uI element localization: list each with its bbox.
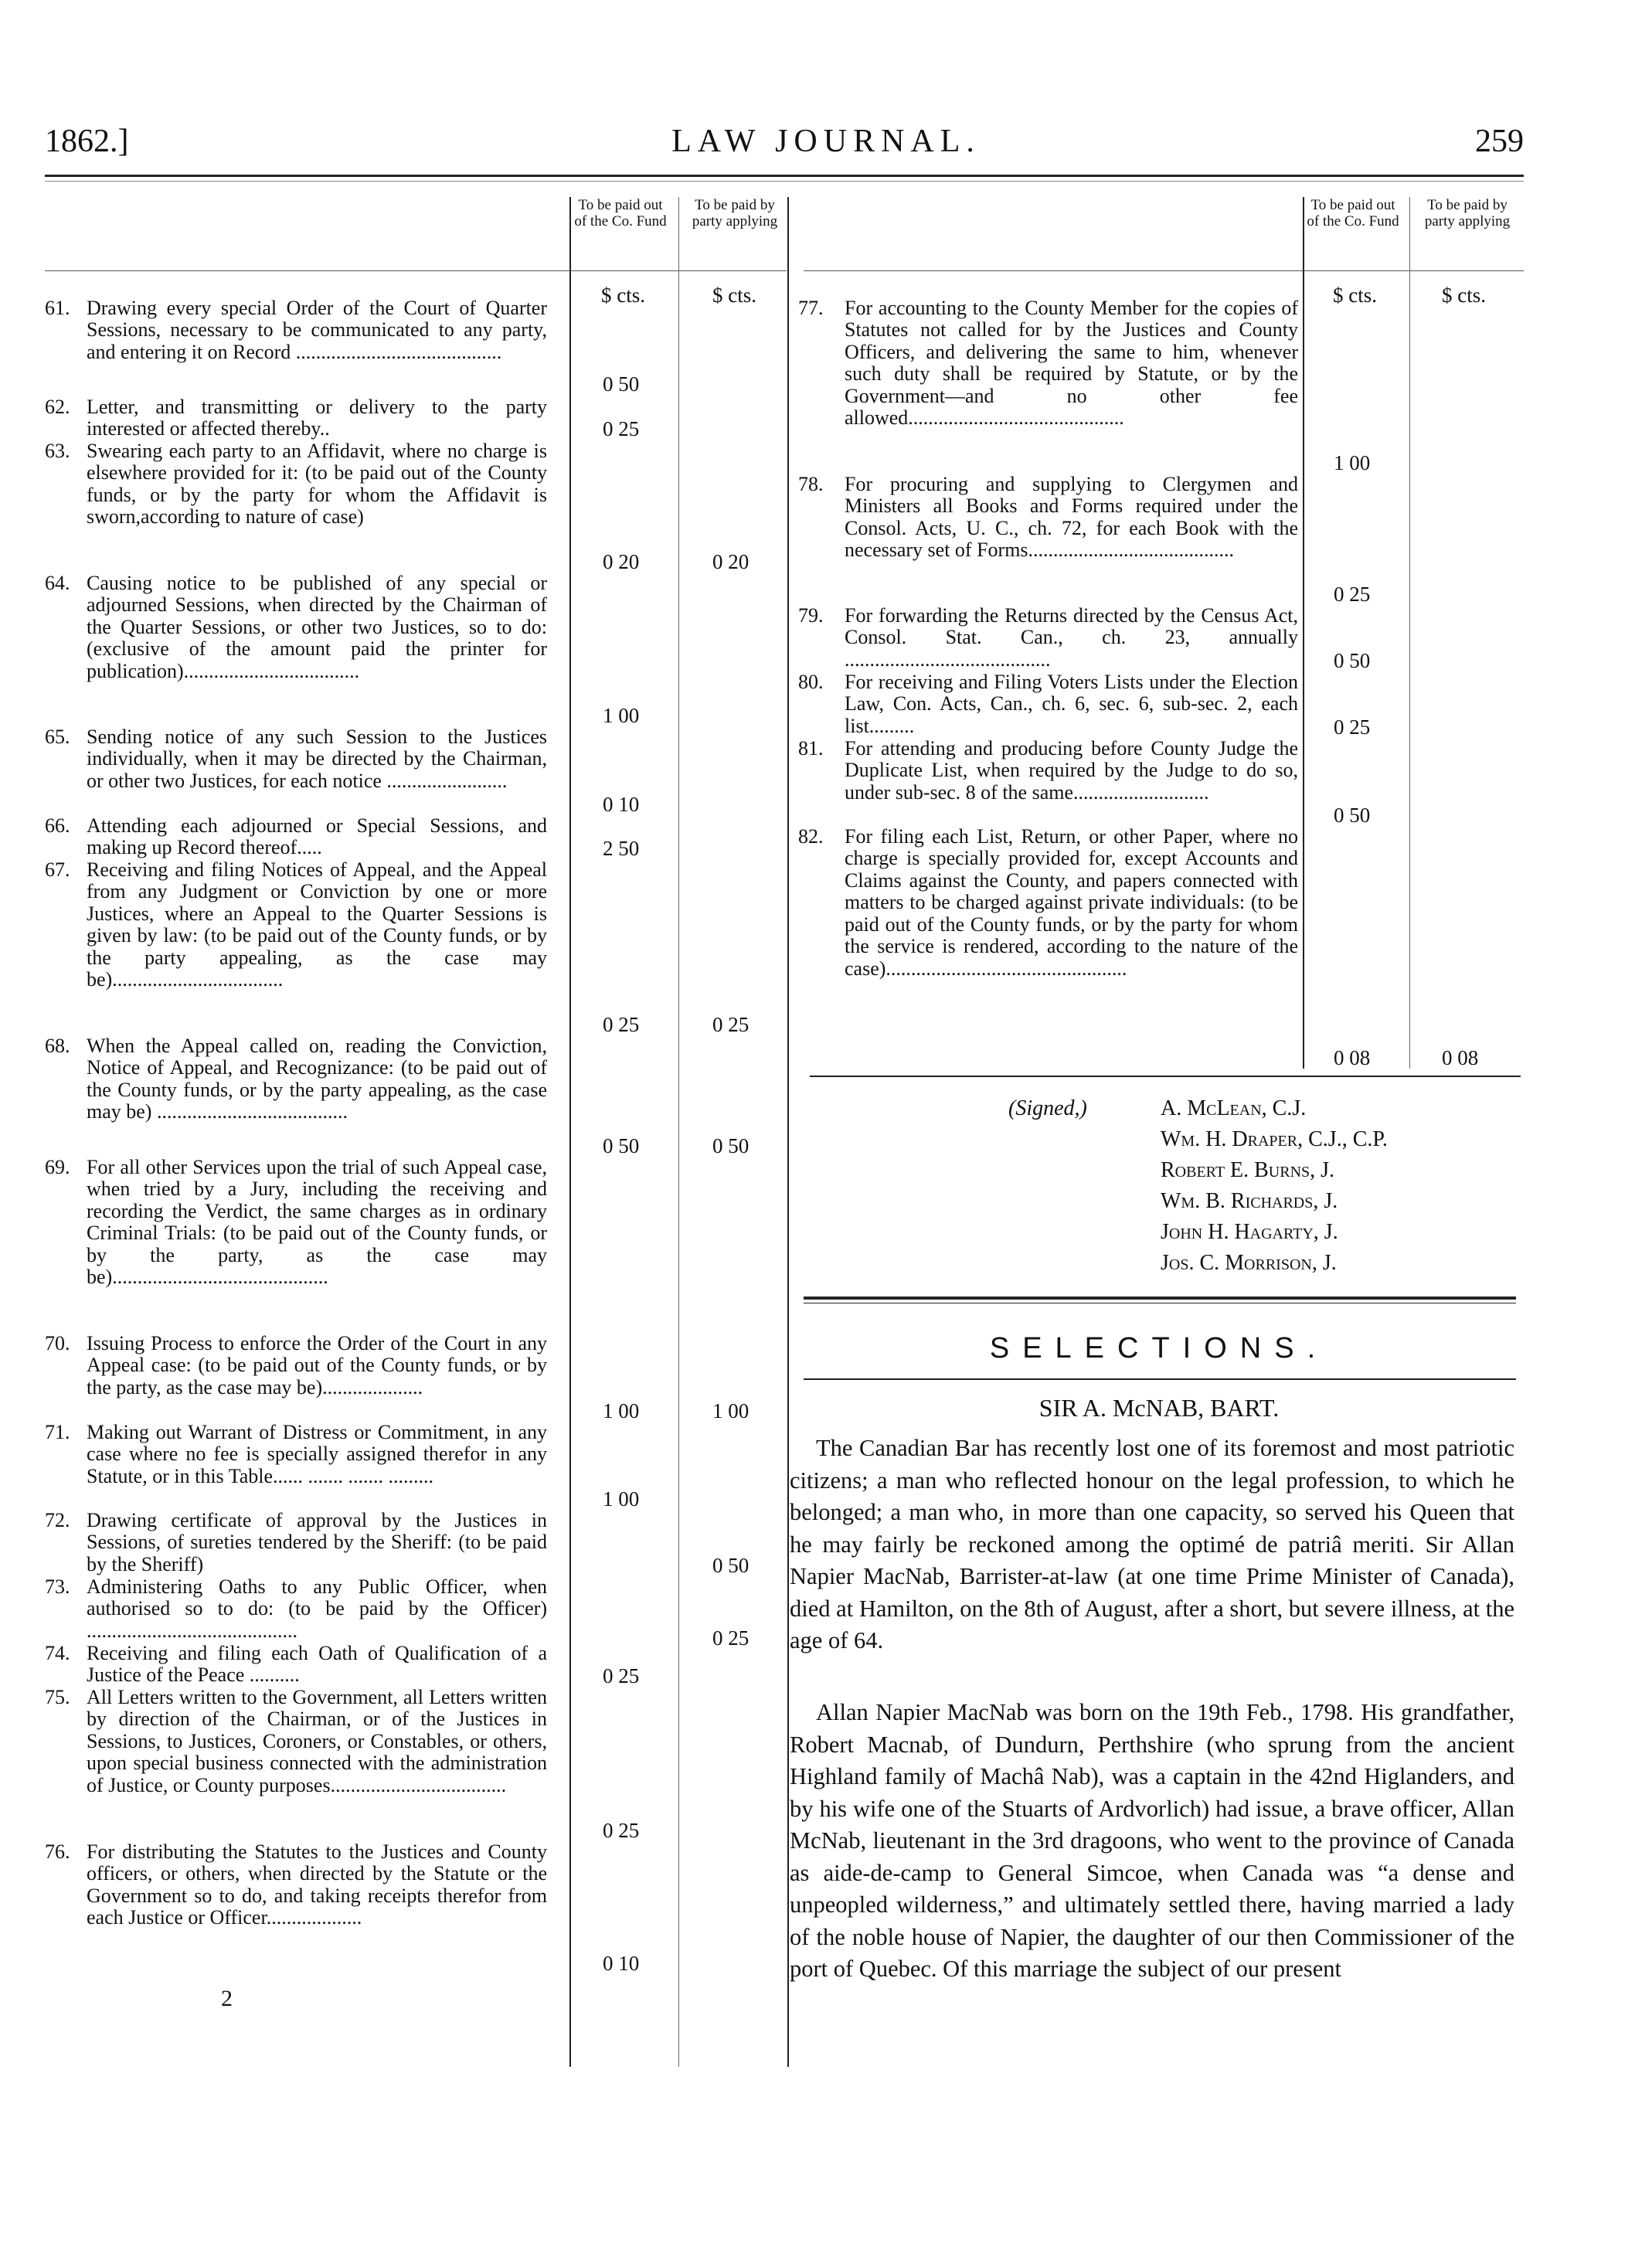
entry-number: 76. [45,1840,70,1863]
fee-amount-fund: 0 50 [1334,649,1371,672]
article-title: SIR A. McNAB, BART. [1038,1394,1280,1422]
right-fund-currency: $ cts. [1333,284,1377,307]
fee-entry-79 [798,605,1298,671]
fee-entry-82 [798,826,1298,980]
entry-number: 62. [45,396,70,418]
fee-amount-fund: 0 50 [603,372,640,396]
fee-amount-party: 0 25 [712,1626,750,1650]
fee-amount-party: 0 50 [712,1554,750,1577]
fee-entry-70 [45,1333,547,1398]
fee-amount-fund: 0 10 [603,793,640,816]
entry-text: Drawing certificate of approval by the Justices in Sessions, of sureties tendered by the Sheriff: (to be paid by the Sheriff) [87,1509,547,1575]
entry-text: For forwarding the Returns directed by the Census Act, Consol. Stat. Can., ch. 23, annually ......................................... [845,604,1298,671]
entry-text: Making out Warrant of Distress or Commitment, in any case where no fee is specially assigned therefor in any Statute, or in this Table...... ....... ....... ......... [87,1421,547,1487]
signature-mark: 2 [221,1986,233,2011]
signatory-1: A. McLean, C.J. [1161,1096,1307,1120]
fee-amount-party: 0 50 [712,1134,750,1157]
fee-amount-fund: 0 20 [603,550,640,573]
entry-number: 61. [45,297,70,319]
fee-entry-61 [45,297,547,363]
fee-entry-77 [798,297,1298,430]
fee-entry-75 [45,1687,547,1796]
fee-amount-party: 1 00 [712,1399,750,1422]
entry-text: All Letters written to the Government, all Letters written by direction of the Chairman, or of the Justices in Sessions, to Justices, Coroners, or Constables, or others, upon special business connected with the administration of Justice, or County purposes................................... [87,1686,547,1796]
entry-text: When the Appeal called on, reading the Conviction, Notice of Appeal, and Recognizance: (to be paid out of the County funds, or by the party appealing, as the case may be) ...................................... [87,1035,547,1123]
fee-entry-81 [798,738,1298,804]
entry-number: 72. [45,1509,70,1531]
left-colhead-party: To be paid by party applying [692,197,778,229]
right-colhead-fund: To be paid out of the Co. Fund [1307,197,1399,229]
fee-entry-80 [798,671,1298,737]
left-fund-divider [569,197,571,2067]
entry-number: 79. [798,604,824,627]
fee-amount-party: 0 20 [712,550,750,573]
right-party-divider [1409,197,1410,1069]
fee-amount-party: 0 08 [1442,1046,1479,1069]
article-paragraph-1: The Canadian Bar has recently lost one of its foremost and most patriotic citizens; a man who reflected honour on the legal profession, to which he belonged; a man who, in more than one capacity, so served his Queen that he may fairly be reckoned among the optimé de patriâ meriti. Sir Allan Napier MacNab, Barrister-at-law (at one time Prime Minister of Canada), died at Hamilton, on the 8th of August, after a short, but severe illness, at the age of 64. [790,1435,1514,1653]
fee-amount-fund: 0 10 [603,1952,640,1975]
entry-text: Causing notice to be published of any special or adjourned Sessions, when directed by the Chairman of the Quarter Sessions, or other two Justices, so to do: (exclusive of the amount paid the printer for publication)................................... [87,572,547,682]
right-colhead-party: To be paid by party applying [1424,197,1511,229]
entry-text: Letter, and transmitting or delivery to the party interested or affected thereby.. [87,396,547,440]
fee-entry-64 [45,573,547,682]
table-end-rule [810,1076,1521,1077]
left-party-currency: $ cts. [712,284,756,307]
fee-entry-66 [45,815,547,859]
entry-text: For procuring and supplying to Clergymen and Ministers all Books and Forms required under the Consol. Acts, U. C., ch. 72, for each Book with the necessary set of Forms......................................... [845,473,1298,562]
entry-number: 73. [45,1575,70,1598]
entry-text: For filing each List, Return, or other Paper, where no charge is specially provided for, except Accounts and Claims against the County, and papers connected with matters to be charged against private individuals: (to be paid out of the County funds, or by the party for whom the service is rendered, according to the nature of the case)................................................ [845,825,1298,980]
entry-number: 63. [45,440,70,462]
fee-entry-62 [45,396,547,440]
entry-text: For accounting to the County Member for the copies of Statutes not called for by the Justices and County Officers, and delivering the same to him, whenever such duty shall be required by Statute, or by the Government—and no other fee allowed........................................... [845,297,1298,430]
fee-entry-76 [45,1841,547,1929]
fee-amount-fund: 0 25 [1334,715,1371,739]
entry-number: 74. [45,1642,70,1664]
entry-number: 82. [798,825,824,848]
left-fund-currency: $ cts. [601,284,645,307]
left-colhead-rule [45,270,787,271]
entry-text: For distributing the Statutes to the Justices and County officers, or others, when directed by the Statute or the Government so to do, and taking receipts therefor from each Justice or Officer................... [87,1840,547,1929]
entry-text: Swearing each party to an Affidavit, where no charge is elsewhere provided for it: (to be paid out of the County funds, or by the party for whom the Affidavit is sworn,according to nature of case) [87,440,547,528]
fee-amount-fund: 0 25 [603,417,640,440]
fee-entry-74 [45,1643,547,1687]
entry-number: 64. [45,572,70,594]
right-party-currency: $ cts. [1442,284,1486,307]
fee-entry-63 [45,440,547,528]
fee-amount-fund: 1 00 [603,1399,640,1422]
entry-number: 70. [45,1332,70,1354]
signatory-5: John H. Hagarty, J. [1161,1220,1338,1244]
left-party-divider [678,197,679,2067]
fee-amount-fund: 0 25 [603,1013,640,1036]
selections-heading: SELECTIONS. [989,1332,1329,1364]
entry-text: For all other Services upon the trial of such Appeal case, when tried by a Jury, including the receiving and recording the Verdict, the same charges as in ordinary Criminal Trials: (to be paid out of the County funds, or by the party, as the case may be)........................................... [87,1156,547,1289]
page-year: 1862.] [45,124,129,159]
entry-number: 77. [798,297,824,319]
entry-number: 67. [45,858,70,881]
fee-amount-fund: 1 00 [603,1487,640,1511]
selections-under-rule [804,1378,1516,1380]
entry-number: 68. [45,1035,70,1057]
fee-amount-fund: 0 50 [1334,804,1371,827]
selections-rule-thick [804,1297,1516,1300]
entry-text: For attending and producing before County Judge the Duplicate List, when required by the Judge to do so, under sub-sec. 8 of the same........................... [845,737,1298,804]
entry-number: 69. [45,1156,70,1178]
entry-number: 71. [45,1421,70,1443]
fee-entry-68 [45,1035,547,1123]
fee-entry-65 [45,726,547,792]
journal-title: LAW JOURNAL. [671,124,981,159]
right-colhead-rule [804,270,1524,271]
fee-amount-fund: 0 08 [1334,1046,1371,1069]
signatory-2: Wm. H. Draper, C.J., C.P. [1161,1127,1388,1151]
entry-text: Receiving and filing Notices of Appeal, and the Appeal from any Judgment or Conviction by one or more Justices, where an Appeal to the Quarter Sessions is given by law: (to be paid out of the County funds, or by the party appealing, as the case may be).................................. [87,858,547,991]
fee-entry-72 [45,1510,547,1575]
page-number: 259 [1475,124,1524,159]
entry-text: Attending each adjourned or Special Sessions, and making up Record thereof..... [87,814,547,859]
signatory-6: Jos. C. Morrison, J. [1161,1251,1337,1275]
fee-amount-fund: 0 25 [603,1819,640,1842]
entry-text: Receiving and filing each Oath of Qualification of a Justice of the Peace .......... [87,1642,547,1687]
fee-entry-78 [798,474,1298,562]
entry-text: Administering Oaths to any Public Officer, when authorised so to do: (to be paid by the Officer) .......................................... [87,1575,547,1642]
entry-number: 75. [45,1686,70,1708]
entry-number: 81. [798,737,824,760]
fee-entry-69 [45,1157,547,1289]
signatory-4: Wm. B. Richards, J. [1161,1189,1338,1213]
column-divider [787,197,789,2067]
entry-text: Drawing every special Order of the Court of Quarter Sessions, necessary to be communicated to any party, and entering it on Record ......................................... [87,297,547,363]
entry-text: Sending notice of any such Session to the Justices individually, when it may be directed by the Chairman, or other two Justices, for each notice ........................ [87,726,547,792]
header-rule-thin [45,181,1524,182]
fee-amount-fund: 1 00 [1334,451,1371,474]
entry-number: 65. [45,726,70,748]
fee-amount-fund: 1 00 [603,704,640,727]
entry-text: For receiving and Filing Voters Lists under the Election Law, Con. Acts, Can., ch. 6, sec. 6, sub-sec. 2, each list......... [845,671,1298,737]
signed-label: (Signed,) [1008,1096,1087,1120]
fee-amount-fund: 0 50 [603,1134,640,1157]
entry-text: Issuing Process to enforce the Order of the Court in any Appeal case: (to be paid out of the County funds, or by the party, as the case may be).................... [87,1332,547,1398]
entry-number: 66. [45,814,70,837]
left-colhead-fund: To be paid out of the Co. Fund [574,197,667,229]
signatory-3: Robert E. Burns, J. [1161,1158,1335,1182]
fee-amount-fund: 0 25 [603,1664,640,1687]
fee-amount-fund: 2 50 [603,837,640,860]
right-fund-divider [1303,197,1304,1069]
entry-number: 80. [798,671,824,693]
fee-amount-fund: 0 25 [1334,583,1371,606]
article-paragraph-2: Allan Napier MacNab was born on the 19th Feb., 1798. His grandfather, Robert Macnab, of Dundurn, Perthshire (who sprung from the ancient Highland family of Machâ Nab), was a captain in the 42nd Higlanders, and by his wife one of the Stuarts of Ardvorlich) had issue, a brave officer, Allan McNab, lieutenant in the 3rd dragoons, who went to the province of Canada as aide-de-camp to General Simcoe, when Canada was “a dense and unpeopled wilderness,” and ultimately settled there, having married a lady of the noble house of Napier, the daughter of our then Commissioner of the port of Quebec. Of this marriage the subject of our present [790,1699,1514,1982]
fee-entry-67 [45,859,547,991]
entry-number: 78. [798,473,824,495]
fee-entry-73 [45,1576,547,1642]
fee-amount-party: 0 25 [712,1013,750,1036]
fee-entry-71 [45,1422,547,1487]
header-rule [45,175,1524,177]
